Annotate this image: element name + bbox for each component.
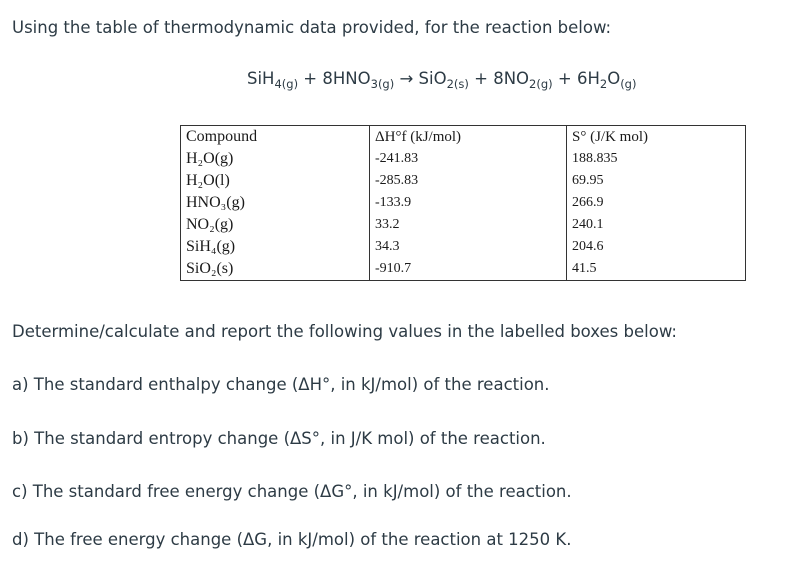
header-enthalpy: ΔH°f (kJ/mol) [370, 126, 567, 149]
question-b: b) The standard entropy change (ΔS°, in J/K mol) of the reaction. [12, 429, 546, 448]
cell-enthalpy: 34.3 [370, 236, 567, 258]
eq-arrow-sio2: → SiO [394, 69, 447, 88]
cell-entropy: 204.6 [567, 236, 746, 258]
intro-text: Using the table of thermodynamic data provided, for the reaction below: [12, 18, 612, 37]
cell-entropy: 240.1 [567, 214, 746, 236]
cell-compound: HNO₃(g) [181, 192, 370, 214]
cell-enthalpy: 33.2 [370, 214, 567, 236]
eq-o: O [607, 69, 621, 88]
question-a: a) The standard enthalpy change (ΔH°, in kJ/mol) of the reaction. [12, 375, 550, 394]
eq-no2: + 8NO [468, 69, 530, 88]
cell-entropy: 69.95 [567, 170, 746, 192]
table-row [181, 258, 746, 281]
thermo-data-table [180, 125, 746, 281]
cell-enthalpy: -285.83 [370, 170, 567, 192]
cell-enthalpy: -910.7 [370, 258, 567, 281]
eq-sio2-sub: 2(s) [446, 77, 469, 91]
cell-compound: NO₂(g) [181, 214, 370, 236]
cell-compound: SiH₄(g) [181, 236, 370, 258]
table-row [181, 170, 746, 192]
table-header-row [181, 126, 746, 149]
cell-entropy: 41.5 [567, 258, 746, 281]
table-row [181, 214, 746, 236]
reaction-equation [247, 69, 637, 91]
table-row [181, 192, 746, 214]
eq-sih4-sub: 4(g) [274, 77, 299, 91]
eq-hno3: + 8HNO [298, 69, 371, 88]
eq-h2o-sub2: (g) [620, 77, 637, 91]
eq-hno3-sub: 3(g) [370, 77, 395, 91]
cell-compound: H₂O(g) [181, 148, 370, 170]
eq-sih4: SiH [247, 69, 275, 88]
cell-compound: SiO₂(s) [181, 258, 370, 281]
question-d: d) The free energy change (ΔG, in kJ/mol) of the reaction at 1250 K. [12, 530, 572, 549]
cell-entropy: 266.9 [567, 192, 746, 214]
header-compound: Compound [181, 126, 370, 149]
cell-enthalpy: -241.83 [370, 148, 567, 170]
cell-enthalpy: -133.9 [370, 192, 567, 214]
table-row [181, 148, 746, 170]
question-c: c) The standard free energy change (ΔG°, in kJ/mol) of the reaction. [12, 482, 572, 501]
eq-h2o-sub1: 2 [599, 77, 608, 91]
eq-h2o: + 6H [552, 69, 600, 88]
table-row [181, 236, 746, 258]
eq-no2-sub: 2(g) [529, 77, 553, 91]
header-entropy: S° (J/K mol) [567, 126, 746, 149]
cell-entropy: 188.835 [567, 148, 746, 170]
cell-compound: H₂O(l) [181, 170, 370, 192]
instruction-text: Determine/calculate and report the following values in the labelled boxes below: [12, 322, 677, 341]
